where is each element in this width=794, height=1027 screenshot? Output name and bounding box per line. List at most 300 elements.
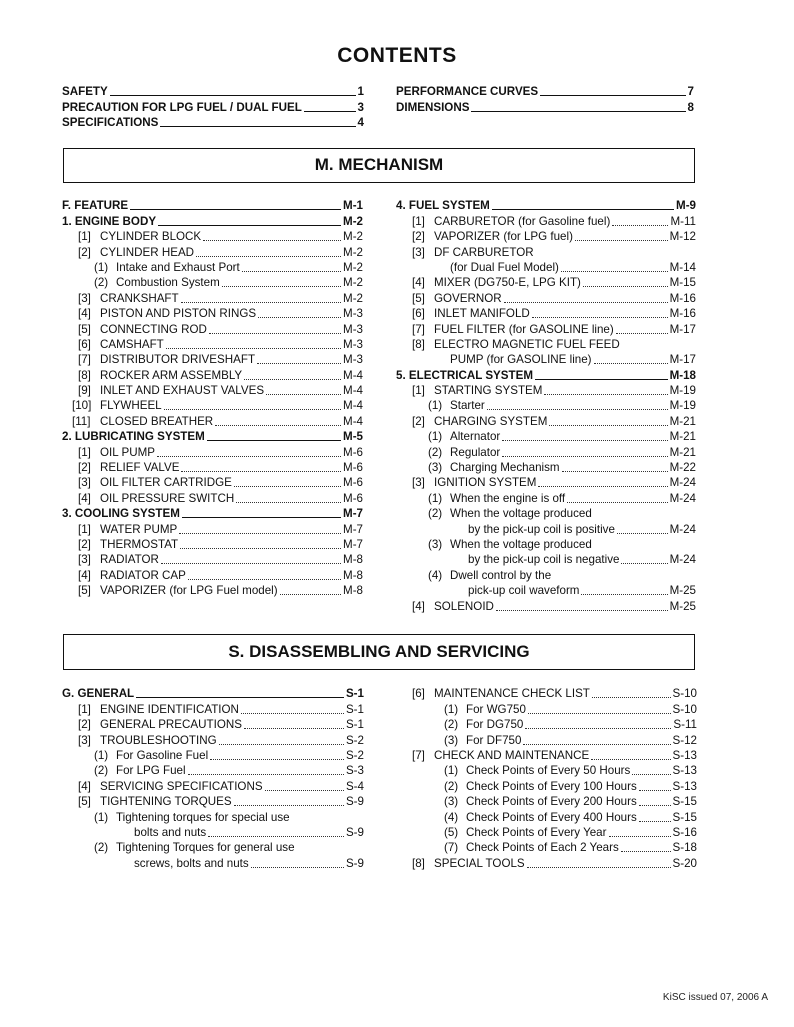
toc-entry [396,290,696,305]
toc-entry [412,794,697,809]
toc-leader [251,867,344,868]
toc-page-number: M-7 [343,537,363,551]
toc-entry-label: OIL PRESSURE SWITCH [100,491,235,505]
toc-entry-label: CAMSHAFT [100,337,164,351]
toc-page-number: M-6 [343,491,363,505]
toc-entry [412,701,697,716]
toc-entry-number: (2) [94,841,109,855]
toc-entry-number: [3] [78,476,91,490]
toc-leader [562,471,668,472]
toc-entry [396,229,696,244]
toc-leader [487,409,668,410]
toc-entry-number: (3) [444,733,459,747]
toc-leader [180,548,341,549]
toc-leader [208,836,344,837]
toc-entry [62,306,363,321]
toc-entry [62,244,363,259]
toc-page-number: M-16 [669,307,696,321]
toc-entry-label: F. FEATURE [62,199,129,213]
toc-leader [157,456,341,457]
toc-leader [523,744,670,745]
toc-entry-label: 1. ENGINE BODY [62,214,157,228]
toc-page-number: M-24 [669,522,696,536]
toc-page-number: S-18 [672,841,697,855]
toc-entry [412,855,697,870]
toc-entry-label: G. GENERAL [62,687,135,701]
toc-entry-label: TIGHTENING TORQUES [100,795,232,809]
toc-entry-label: When the voltage produced [450,507,592,521]
toc-leader [181,302,341,303]
toc-leader [188,774,344,775]
toc-leader [188,579,341,580]
toc-entry [396,475,696,490]
toc-entry-label: RADIATOR [100,553,159,567]
toc-page-number: M-2 [343,260,363,274]
toc-leader [236,502,341,503]
toc-page-number: M-3 [343,337,363,351]
toc-entry-label: MAINTENANCE CHECK LIST [434,687,590,701]
toc-leader [502,456,667,457]
toc-entry-label: VAPORIZER (for LPG fuel) [434,230,573,244]
toc-entry-label: INLET MANIFOLD [434,307,530,321]
toc-entry-label: CLOSED BREATHER [100,414,214,428]
toc-entry-label: STARTING SYSTEM [434,384,543,398]
toc-entry-number: [5] [78,584,91,598]
toc-page-number: S-13 [672,764,697,778]
toc-page-number: M-14 [669,260,696,274]
toc-entry-number: (1) [94,810,109,824]
toc-entry [62,763,364,778]
toc-page-number: M-24 [669,491,696,505]
issue-footer: KiSC issued 07, 2006 A [662,992,768,1003]
toc-entry-number: (3) [428,537,443,551]
toc-leader [591,759,670,760]
toc-page-number: S-15 [672,795,697,809]
toc-entry-label: When the engine is off [450,491,566,505]
toc-leader [215,425,341,426]
toc-entry-label: pick-up coil waveform [468,584,580,598]
toc-entry-number: (4) [444,810,459,824]
toc-entry-label: OIL PUMP [100,445,155,459]
toc-entry-number: [2] [78,537,91,551]
toc-entry [396,306,696,321]
toc-entry-label: When the voltage produced [450,537,592,551]
toc-entry-label: WATER PUMP [100,522,178,536]
toc-entry [396,244,696,259]
toc-leader [161,563,341,564]
toc-page-number: M-25 [669,599,696,613]
toc-page-number: M-11 [670,214,696,228]
toc-entry-label: CYLINDER HEAD [100,245,195,259]
toc-entry-label: 3. COOLING SYSTEM [62,507,180,521]
toc-entry [396,490,696,505]
toc-page-number: M-18 [669,368,696,382]
toc-entry [62,198,363,213]
toc-entry-label: OIL FILTER CARTRIDGE [100,476,232,490]
toc-entry-label: DISTRIBUTOR DRIVESHAFT [100,353,256,367]
toc-entry-number: [6] [78,337,91,351]
toc-entry [62,275,363,290]
toc-entry-number: (1) [444,764,459,778]
toc-entry [62,429,363,444]
toc-entry-number: (1) [94,260,109,274]
toc-leader [594,363,668,364]
toc-entry-label: ROCKER ARM ASSEMBLY [100,368,243,382]
toc-entry-label: SPECIAL TOOLS [434,856,525,870]
toc-entry [412,686,697,701]
toc-entry-label: VAPORIZER (for LPG Fuel model) [100,584,278,598]
toc-leader [525,728,671,729]
toc-leader [612,225,668,226]
toc-entry-label: CHECK AND MAINTENANCE [434,748,590,762]
toc-page-number: 1 [357,85,364,99]
toc-leader [110,95,356,96]
toc-entry [62,794,364,809]
toc-entry-label: FLYWHEEL [100,399,162,413]
toc-page-number: M-2 [343,291,363,305]
toc-entry-label: Check Points of Every 100 Hours [466,779,637,793]
toc-entry [62,855,364,870]
toc-entry [62,552,363,567]
toc-leader [549,425,667,426]
toc-entry-number: [7] [78,353,91,367]
toc-entry-label: DF CARBURETOR [434,245,534,259]
toc-leader [130,209,341,210]
toc-page-number: M-4 [343,368,363,382]
toc-leader [561,271,668,272]
toc-leader [136,697,344,698]
toc-entry-number: [3] [78,733,91,747]
toc-entry-label: Combustion System [116,276,220,290]
toc-leader [181,471,341,472]
toc-entry-label: Check Points of Every 50 Hours [466,764,631,778]
toc-entry-label: CRANKSHAFT [100,291,179,305]
toc-leader [304,111,356,112]
page-title: CONTENTS [337,44,457,67]
toc-page-number: M-19 [669,384,696,398]
toc-entry [62,732,364,747]
toc-page-number: M-24 [669,476,696,490]
toc-entry-label: Check Points of Every 400 Hours [466,810,637,824]
toc-entry-number: [10] [72,399,92,413]
toc-entry-number: [8] [412,337,425,351]
toc-entry-label: For WG750 [466,702,526,716]
toc-entry-number: (1) [428,430,443,444]
toc-entry-number: [2] [412,414,425,428]
toc-leader [234,805,344,806]
servicing-heading-box [63,634,695,670]
toc-entry-label: Dwell control by the [450,568,552,582]
toc-entry-number: [4] [412,276,425,290]
toc-page-number: M-6 [343,461,363,475]
toc-entry-label: 2. LUBRICATING SYSTEM [62,430,205,444]
toc-leader [182,517,341,518]
toc-page-number: S-15 [672,810,697,824]
toc-entry-number: (1) [428,399,443,413]
toc-entry [62,352,363,367]
toc-page-number: M-8 [343,553,363,567]
toc-entry [62,367,363,382]
toc-entry-label: Check Points of Each 2 Years [466,841,619,855]
toc-entry [396,537,696,552]
toc-entry [396,583,696,598]
toc-page-number: 3 [357,100,364,114]
toc-leader [210,759,344,760]
toc-entry [62,99,364,114]
toc-entry-number: (1) [94,748,109,762]
toc-page-number: S-9 [345,795,364,809]
toc-entry [62,778,364,793]
toc-entry [412,778,697,793]
toc-entry-label: SOLENOID [434,599,494,613]
toc-page-number: M-6 [343,476,363,490]
toc-entry-number: (2) [428,445,443,459]
mechanism-right-column [396,198,696,614]
toc-page-number: M-22 [669,461,696,475]
toc-leader [639,805,671,806]
toc-entry [396,337,696,352]
toc-entry [412,809,697,824]
toc-entry [62,537,363,552]
toc-entry-number: (2) [94,764,109,778]
toc-leader [158,225,341,226]
toc-entry-number: [3] [78,291,91,305]
toc-entry [62,460,363,475]
toc-entry [396,321,696,336]
toc-entry-number: [8] [412,856,425,870]
toc-entry [396,99,694,114]
toc-leader [528,713,671,714]
toc-entry [62,260,363,275]
toc-leader [266,394,341,395]
toc-entry [62,383,363,398]
toc-page-number: M-3 [343,353,363,367]
toc-entry-number: [3] [412,476,425,490]
toc-leader [621,563,667,564]
toc-page-number: S-2 [345,748,364,762]
toc-entry-label: PRECAUTION FOR LPG FUEL / DUAL FUEL [62,100,302,114]
toc-entry-number: (3) [444,795,459,809]
toc-leader [639,790,671,791]
toc-leader [616,333,668,334]
toc-entry-label: MIXER (DG750-E, LPG KIT) [434,276,581,290]
toc-page-number: M-19 [669,399,696,413]
toc-page-number: 8 [687,100,694,114]
toc-leader [581,594,667,595]
toc-entry-number: [1] [412,384,425,398]
toc-leader [164,409,341,410]
toc-entry-number: [2] [78,245,91,259]
toc-page-number: S-12 [672,733,697,747]
toc-entry-label: screws, bolts and nuts [134,856,249,870]
toc-entry-label: THERMOSTAT [100,537,179,551]
toc-entry [62,321,363,336]
toc-entry [396,598,696,613]
toc-entry-number: [2] [78,718,91,732]
toc-entry-label: For DF750 [466,733,522,747]
toc-entry-number: [1] [78,522,91,536]
toc-page-number: S-9 [345,825,364,839]
toc-leader [617,533,668,534]
toc-entry [62,701,364,716]
toc-entry [62,115,364,130]
toc-leader [265,790,344,791]
toc-entry [62,413,363,428]
toc-entry [62,809,364,824]
toc-page-number: S-2 [345,733,364,747]
toc-entry-number: (1) [428,491,443,505]
toc-leader [504,302,668,303]
toc-entry [396,198,696,213]
toc-entry-number: (1) [444,702,459,716]
toc-leader [592,697,671,698]
toc-entry [396,444,696,459]
toc-entry-number: [4] [78,779,91,793]
toc-entry-label: INLET AND EXHAUST VALVES [100,384,265,398]
toc-page-number: M-17 [669,353,696,367]
toc-entry-label: TROUBLESHOOTING [100,733,217,747]
toc-leader [207,440,341,441]
toc-leader [160,126,355,127]
toc-leader [471,111,685,112]
toc-leader [538,486,667,487]
toc-entry [396,413,696,428]
toc-leader [244,728,344,729]
mechanism-heading-box [63,148,695,183]
front-matter-right [396,84,694,115]
toc-entry-label: FUEL FILTER (for GASOLINE line) [434,322,614,336]
toc-leader [196,256,341,257]
toc-entry-label: CHARGING SYSTEM [434,414,548,428]
toc-entry [396,383,696,398]
toc-entry-label: SAFETY [62,85,108,99]
toc-entry [412,748,697,763]
toc-page-number: M-16 [669,291,696,305]
toc-page-number: M-4 [343,399,363,413]
toc-leader [241,713,344,714]
toc-page-number: M-25 [669,584,696,598]
toc-leader [179,533,341,534]
toc-leader [244,379,341,380]
toc-entry-number: [7] [412,322,425,336]
toc-leader [544,394,667,395]
toc-page-number: M-4 [343,414,363,428]
toc-entry-label: by the pick-up coil is negative [468,553,620,567]
toc-entry [62,444,363,459]
toc-entry [412,732,697,747]
toc-page-number: S-1 [345,687,364,701]
toc-leader [532,317,668,318]
toc-entry [412,825,697,840]
toc-leader [540,95,685,96]
toc-entry [396,521,696,536]
toc-page-number: S-10 [672,702,697,716]
toc-entry-label: DIMENSIONS [396,100,470,114]
toc-entry [396,367,696,382]
toc-entry-number: [2] [78,461,91,475]
toc-page-number: M-2 [343,245,363,259]
toc-entry-number: (2) [444,718,459,732]
toc-entry [62,717,364,732]
toc-entry [62,506,363,521]
toc-entry-label: RADIATOR CAP [100,568,186,582]
toc-entry-label: Regulator [450,445,501,459]
toc-page-number: M-2 [343,276,363,290]
toc-entry [396,260,696,275]
toc-leader [280,594,341,595]
toc-entry-label: PUMP (for GASOLINE line) [450,353,592,367]
toc-entry-label: Charging Mechanism [450,461,560,475]
toc-leader [257,363,341,364]
toc-page-number: S-1 [345,702,364,716]
toc-entry [62,840,364,855]
toc-entry-label: 4. FUEL SYSTEM [396,199,490,213]
toc-entry-label: ELECTRO MAGNETIC FUEL FEED [434,337,620,351]
toc-entry [62,825,364,840]
toc-leader [535,379,668,380]
toc-page-number: M-24 [669,553,696,567]
toc-leader [492,209,674,210]
toc-page-number: M-1 [343,199,363,213]
toc-entry [412,763,697,778]
mechanism-heading: M. MECHANISM [314,155,444,174]
toc-leader [575,240,668,241]
toc-leader [632,774,670,775]
toc-entry [396,398,696,413]
toc-page-number: M-12 [669,230,696,244]
toc-entry [62,686,364,701]
toc-page-number: M-5 [343,430,363,444]
toc-entry-label: IGNITION SYSTEM [434,476,537,490]
toc-entry-label: GENERAL PRECAUTIONS [100,718,242,732]
toc-page-number: S-13 [672,779,697,793]
toc-entry-label: Tightening Torques for general use [116,841,295,855]
toc-entry-number: [8] [78,368,91,382]
toc-entry [62,475,363,490]
toc-leader [621,851,671,852]
toc-entry-number: (7) [444,841,459,855]
toc-page-number: M-2 [343,230,363,244]
toc-page-number: S-3 [345,764,364,778]
toc-entry-number: [4] [412,599,425,613]
toc-entry-number: (2) [444,779,459,793]
toc-leader [567,502,667,503]
toc-entry-number: [6] [412,307,425,321]
toc-entry [396,567,696,582]
toc-page-number: S-4 [345,779,364,793]
toc-entry-number: (5) [444,825,459,839]
toc-entry [396,275,696,290]
toc-page-number: M-17 [669,322,696,336]
toc-entry-number: [1] [78,445,91,459]
toc-page-number: 4 [357,116,364,130]
toc-page-number: S-10 [672,687,697,701]
toc-page-number: M-21 [669,445,696,459]
toc-entry-label: (for Dual Fuel Model) [450,260,559,274]
toc-entry-number: [4] [78,307,91,321]
toc-entry-number: [3] [412,245,425,259]
toc-entry-label: GOVERNOR [434,291,502,305]
toc-page-number: M-21 [669,414,696,428]
toc-leader [258,317,341,318]
front-matter-left [62,84,364,130]
toc-entry-number: [5] [78,795,91,809]
toc-entry-label: Check Points of Every Year [466,825,607,839]
toc-page-number: 7 [687,85,694,99]
toc-entry [412,717,697,732]
toc-entry [396,429,696,444]
toc-entry-label: by the pick-up coil is positive [468,522,615,536]
